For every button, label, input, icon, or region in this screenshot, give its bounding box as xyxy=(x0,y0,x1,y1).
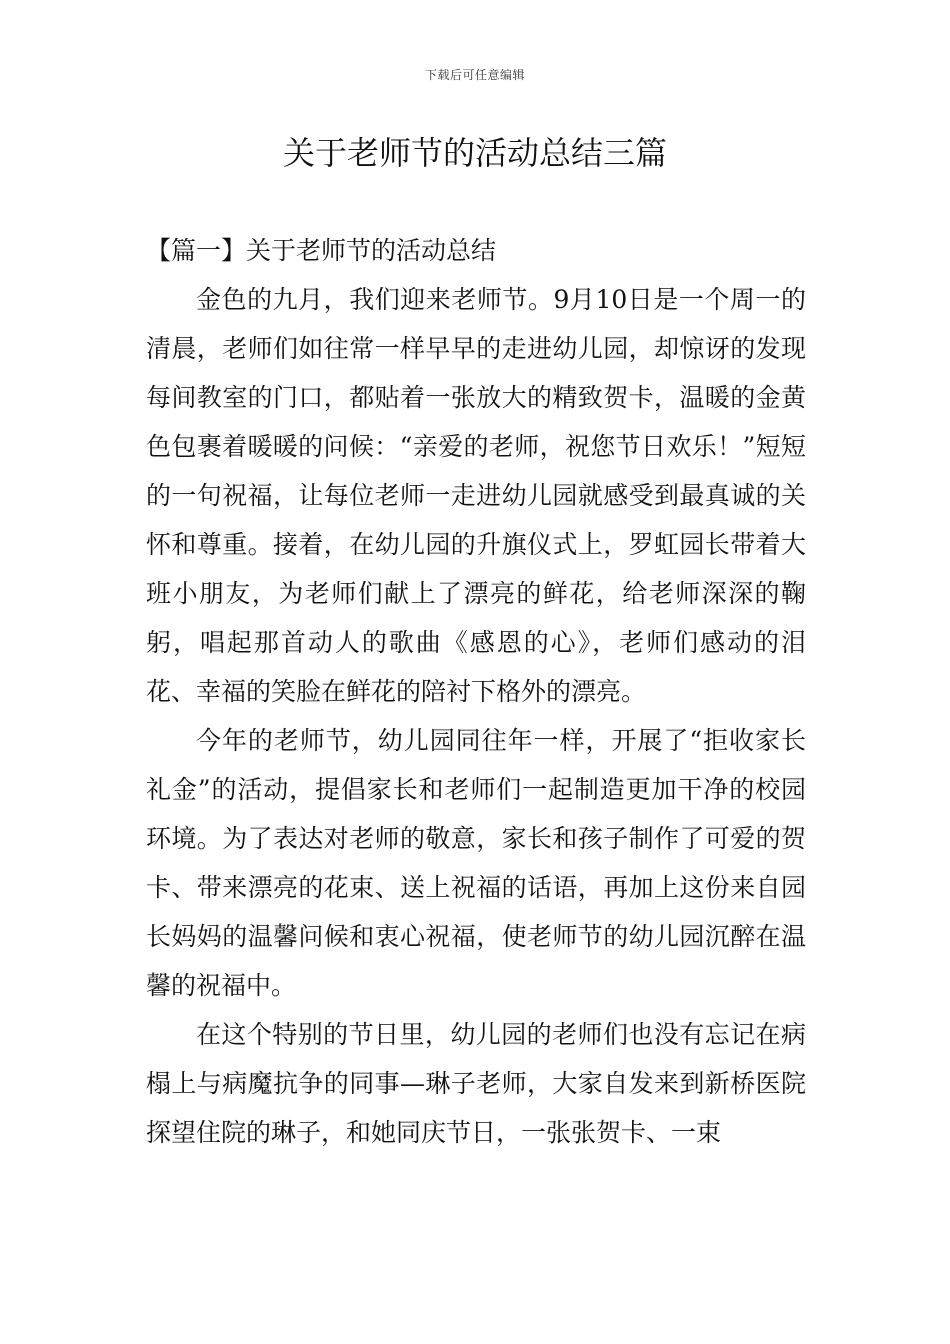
paragraph-1: 金色的九月，我们迎来老师节。9月10日是一个周一的清晨，老师们如往常一样早早的走进幼儿园，却惊讶的发现每间教室的门口，都贴着一张放大的精致贺卡，温暖的金黄色包裹着暖暖的问候：“亲爱的老师，祝您节日欢乐！”短短的一句祝福，让每位老师一走进幼儿园就感受到最真诚的关怀和尊重。接着，在幼儿园的升旗仪式上，罗虹园长带着大班小朋友，为老师们献上了漂亮的鲜花，给老师深深的鞠躬，唱起那首动人的歌曲《感恩的心》，老师们感动的泪花、幸福的笑脸在鲜花的陪衬下格外的漂亮。 xyxy=(146,285,806,706)
section-heading: 【篇一】关于老师节的活动总结 xyxy=(146,236,497,265)
paragraph-3: 在这个特别的节日里，幼儿园的老师们也没有忘记在病榻上与病魔抗争的同事—琳子老师，大家自发来到新桥医院探望住院的琳子，和她同庆节日，一张张贺卡、一束 xyxy=(146,1020,806,1147)
document-body xyxy=(146,226,806,1157)
document-title: 关于老师节的活动总结三篇 xyxy=(282,134,667,172)
paragraph-2: 今年的老师节，幼儿园同往年一样，开展了“拒收家长礼金”的活动，提倡家长和老师们一起制造更加干净的校园环境。为了表达对老师的敬意，家长和孩子制作了可爱的贺卡、带来漂亮的花束、送上祝福的话语，再加上这份来自园长妈妈的温馨问候和衷心祝福，使老师节的幼儿园沉醉在温馨的祝福中。 xyxy=(146,726,806,1000)
header-note: 下载后可任意编辑 xyxy=(424,68,525,82)
